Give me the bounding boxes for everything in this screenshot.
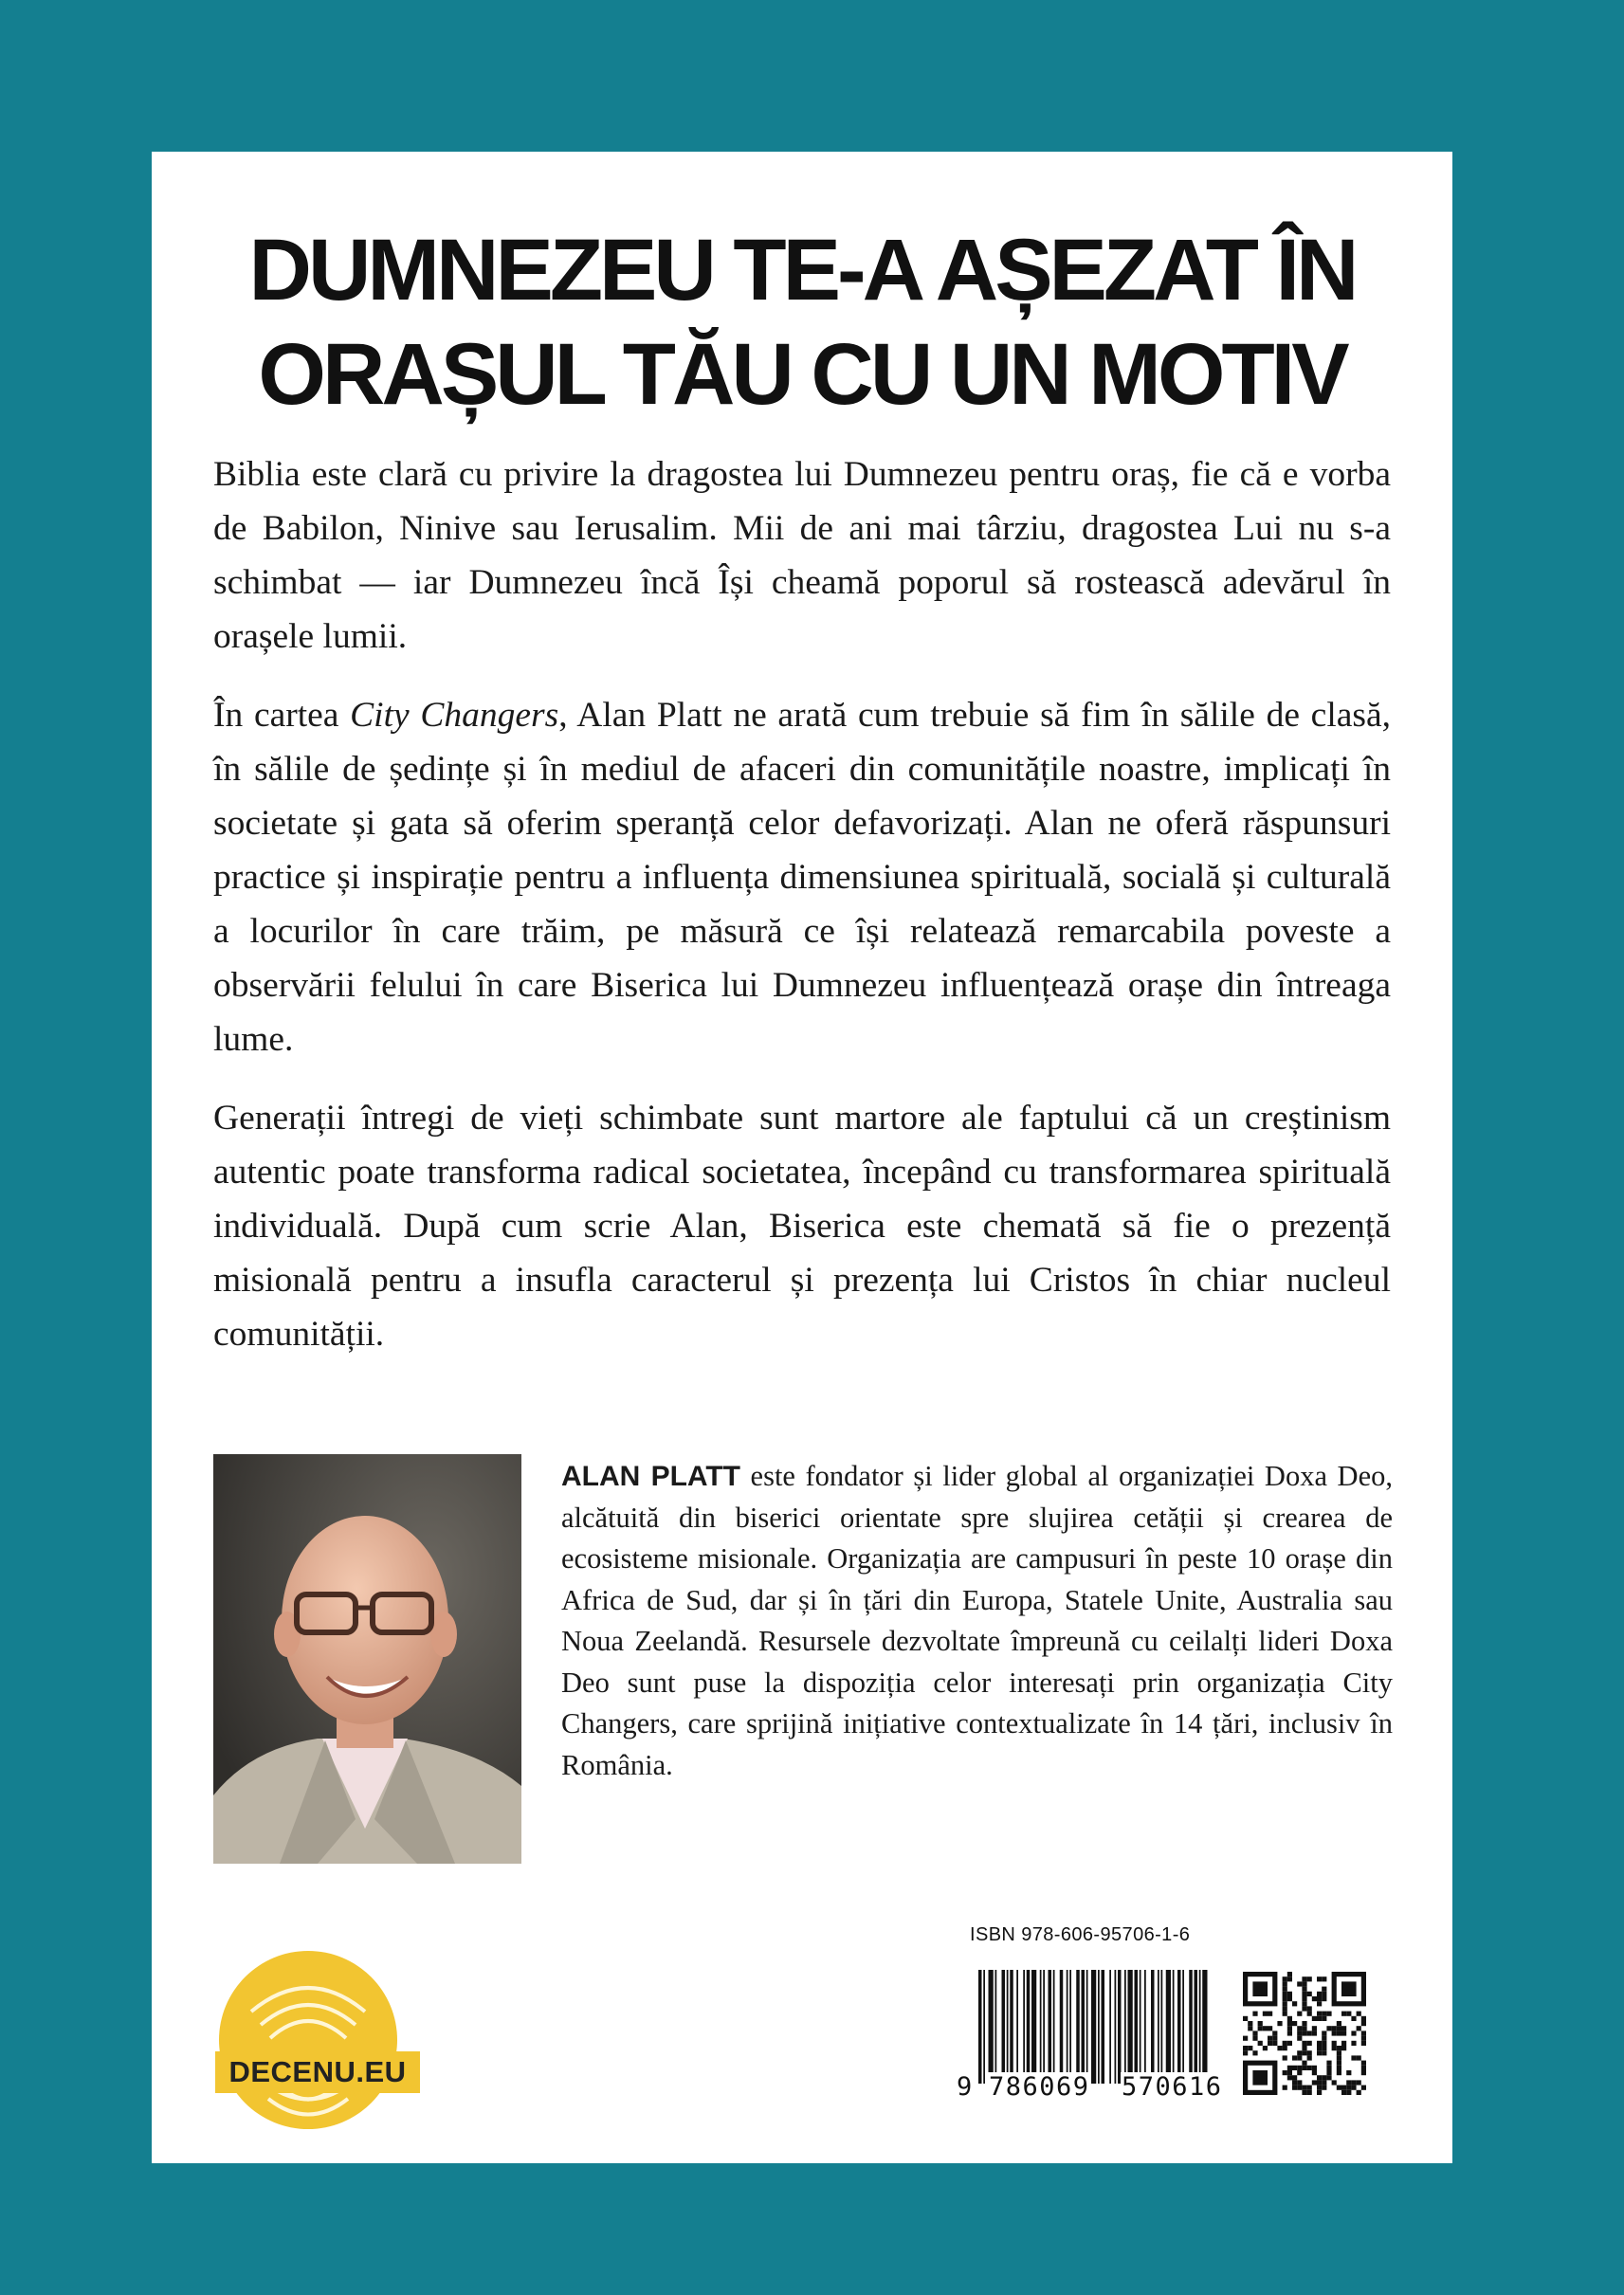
qr-module <box>1361 2016 1366 2021</box>
back-cover-panel <box>152 152 1452 2163</box>
qr-module <box>1346 2080 1351 2085</box>
barcode-bar <box>1027 1970 1031 2084</box>
qr-module <box>1357 2055 1361 2060</box>
qr-module <box>1341 2031 1346 2035</box>
qr-module <box>1322 2036 1326 2041</box>
author-bio <box>561 1456 1393 1786</box>
barcode-bar <box>1002 1970 1006 2084</box>
barcode-bar <box>1151 1970 1155 2084</box>
qr-module <box>1322 2016 1326 2021</box>
qr-finder-pattern <box>1252 1981 1268 1996</box>
qr-module <box>1326 2026 1331 2031</box>
qr-module <box>1317 2046 1322 2050</box>
barcode-bar <box>1140 1970 1141 2084</box>
author-bio-text: este fondator și lider global al organizației Doxa Deo, alcătuită din biserici orientate spre slujirea cetății și crearea de ecosisteme misionale. Organizația are campusuri în peste 10 orașe din Africa de Sud, dar și în țări din Europa, Statele Unite, Australia sau Noua Zeelandă. Resursele dezvoltate împreună cu ceilalți lideri Doxa Deo sunt puse la dispoziția celor interesați prin organizația City Changers, care sprijină inițiative contextualizate în 14 țări, inclusiv în România. <box>561 1460 1393 1781</box>
barcode-bar <box>1067 1970 1068 2084</box>
qr-module <box>1357 2026 1361 2031</box>
barcode-bar <box>1135 1970 1139 2084</box>
barcode-bar <box>1082 1970 1086 2084</box>
qr-module <box>1307 2012 1312 2016</box>
qr-module <box>1361 2061 1366 2066</box>
qr-module <box>1341 2090 1346 2095</box>
qr-module <box>1307 2041 1312 2046</box>
qr-module <box>1332 2046 1337 2050</box>
qr-module <box>1322 1987 1326 1992</box>
qr-module <box>1317 1992 1322 1996</box>
barcode-bar <box>978 1970 982 2084</box>
title-line-1: DUMNEZEU TE-A AȘEZAT ÎN <box>248 222 1356 319</box>
qr-module <box>1322 2086 1326 2090</box>
qr-module <box>1297 2055 1302 2060</box>
paragraph-2-start: În cartea <box>213 696 351 735</box>
qr-module <box>1337 2050 1341 2055</box>
qr-module <box>1361 2041 1366 2046</box>
qr-module <box>1287 1996 1292 2001</box>
qr-module <box>1357 2090 1361 2095</box>
qr-module <box>1307 2086 1312 2090</box>
qr-module <box>1337 2086 1341 2090</box>
qr-module <box>1341 2046 1346 2050</box>
qr-module <box>1287 2026 1292 2031</box>
qr-module <box>1292 2080 1297 2085</box>
paragraph-3: Generații întregi de vieți schimbate sunt martore ale faptului că un creștinism autentic poate transforma radical societatea, începând cu transformarea spirituală individuală. După cum scrie Alan, Biserica este chemată să fie o prezență misională pentru a insufla caracterul și prezența lui Cristos în chiar nucleul comunității. <box>213 1099 1391 1354</box>
qr-module <box>1337 2046 1341 2050</box>
qr-module <box>1297 2086 1302 2090</box>
qr-module <box>1292 2066 1297 2070</box>
qr-module <box>1268 2012 1272 2016</box>
author-name: ALAN PLATT <box>561 1461 740 1492</box>
qr-module <box>1302 2050 1306 2055</box>
qr-module <box>1283 2055 1287 2060</box>
barcode-digit-first: 9 <box>957 2072 973 2102</box>
qr-module <box>1322 1996 1326 2001</box>
barcode-digits-left: 786069 <box>989 2072 1090 2102</box>
qr-module <box>1307 2050 1312 2055</box>
qr-module <box>1297 2036 1302 2041</box>
qr-module <box>1302 1987 1306 1992</box>
qr-module <box>1283 2001 1287 2006</box>
barcode-bar <box>983 1970 985 2084</box>
qr-code-icon <box>1243 1972 1366 2095</box>
barcode-bar <box>1158 1970 1159 2084</box>
qr-module <box>1361 2066 1366 2070</box>
qr-module <box>1312 1996 1317 2001</box>
qr-module <box>1302 2046 1306 2050</box>
qr-module <box>1317 1996 1322 2001</box>
qr-module <box>1346 2086 1351 2090</box>
qr-module <box>1307 2006 1312 2011</box>
qr-module <box>1283 1981 1287 1986</box>
qr-module <box>1307 2066 1312 2070</box>
qr-module <box>1317 1976 1322 1981</box>
qr-module <box>1292 2075 1297 2080</box>
qr-module <box>1322 2080 1326 2085</box>
qr-module <box>1287 1972 1292 1976</box>
qr-module <box>1263 2046 1268 2050</box>
qr-module <box>1272 2036 1277 2041</box>
paragraph-2-rest: , Alan Platt ne arată cum trebuie să fim în sălile de clasă, în sălile de ședințe și în mediul de afaceri din comunitățile noastre, implicați în societate și gata să oferim speranță celor defavorizați. Alan ne oferă răspunsuri practice și inspirație pentru a influența dimensiunea spirituală, socială și culturală a locurilor în care trăim, pe măsură ce își relatează remarcabila poveste a observării felului în care Biserica lui Dumnezeu influențează orașe din întreaga lume. <box>213 696 1391 1059</box>
qr-module <box>1287 2041 1292 2046</box>
qr-module <box>1357 2012 1361 2016</box>
paragraph-2 <box>213 688 1391 1066</box>
qr-module <box>1287 2066 1292 2070</box>
qr-module <box>1302 2031 1306 2035</box>
qr-module <box>1297 2012 1302 2016</box>
qr-module <box>1302 1992 1306 1996</box>
blurb <box>213 447 1391 1386</box>
qr-module <box>1317 2041 1322 2046</box>
qr-module <box>1341 2012 1346 2016</box>
qr-module <box>1317 2080 1322 2085</box>
barcode-bar <box>1098 1970 1100 2084</box>
qr-module <box>1322 1976 1326 1981</box>
qr-module <box>1248 2046 1252 2050</box>
qr-module <box>1337 2026 1341 2031</box>
qr-module <box>1307 2090 1312 2095</box>
qr-module <box>1263 2026 1268 2031</box>
author-photo <box>213 1454 521 1864</box>
qr-module <box>1302 2026 1306 2031</box>
qr-module <box>1361 2086 1366 2090</box>
qr-module <box>1351 2041 1356 2046</box>
qr-module <box>1287 2021 1292 2026</box>
qr-module <box>1322 1992 1326 1996</box>
qr-module <box>1322 2050 1326 2055</box>
qr-module <box>1312 2031 1317 2035</box>
qr-module <box>1302 1976 1306 1981</box>
barcode-bar <box>1173 1970 1175 2084</box>
qr-module <box>1297 2066 1302 2070</box>
barcode-bar <box>1195 1970 1198 2084</box>
qr-module <box>1322 2075 1326 2080</box>
qr-module <box>1346 2090 1351 2095</box>
qr-module <box>1252 2012 1257 2016</box>
qr-module <box>1283 1996 1287 2001</box>
qr-module <box>1312 2016 1317 2021</box>
qr-finder-pattern <box>1252 2070 1268 2086</box>
barcode-bar <box>1043 1970 1045 2084</box>
barcode-bar <box>1060 1970 1064 2084</box>
qr-finder-pattern <box>1341 1981 1357 1996</box>
qr-module <box>1326 2070 1331 2075</box>
barcode-bar <box>1199 1970 1201 2084</box>
qr-module <box>1302 2021 1306 2026</box>
qr-module <box>1283 1976 1287 1981</box>
qr-module <box>1283 2070 1287 2075</box>
qr-module <box>1283 1987 1287 1992</box>
qr-module <box>1337 2055 1341 2060</box>
barcode-bar <box>1124 1970 1126 2084</box>
qr-module <box>1302 2090 1306 2095</box>
qr-module <box>1337 2061 1341 2066</box>
qr-module <box>1332 2080 1337 2085</box>
qr-module <box>1252 2050 1257 2055</box>
qr-module <box>1268 2036 1272 2041</box>
barcode-bar <box>1115 1970 1117 2084</box>
qr-module <box>1287 2070 1292 2075</box>
barcode-bar <box>1109 1970 1111 2084</box>
barcode-bar <box>995 1970 997 2084</box>
book-title-italic: City Changers <box>350 696 559 735</box>
qr-module <box>1361 2036 1366 2041</box>
qr-module <box>1307 2031 1312 2035</box>
barcode-bar <box>1086 1970 1088 2084</box>
qr-module <box>1322 2046 1326 2050</box>
qr-module <box>1332 2041 1337 2046</box>
qr-module <box>1263 2012 1268 2016</box>
qr-module <box>1337 2021 1341 2026</box>
qr-module <box>1292 2055 1297 2060</box>
qr-module <box>1337 2070 1341 2075</box>
qr-module <box>1317 2001 1322 2006</box>
qr-module <box>1302 2006 1306 2011</box>
qr-module <box>1272 2031 1277 2035</box>
qr-module <box>1292 2086 1297 2090</box>
qr-module <box>1322 2031 1326 2035</box>
barcode-digits-right: 570616 <box>1122 2072 1223 2102</box>
qr-module <box>1326 2012 1331 2016</box>
qr-module <box>1312 2070 1317 2075</box>
barcode-bar <box>1091 1970 1096 2084</box>
qr-module <box>1307 1992 1312 1996</box>
qr-module <box>1287 2031 1292 2035</box>
qr-module <box>1297 2031 1302 2035</box>
qr-module <box>1317 2050 1322 2055</box>
qr-module <box>1346 2012 1351 2016</box>
qr-module <box>1361 2070 1366 2075</box>
qr-module <box>1243 2050 1248 2055</box>
barcode-bar <box>1053 1970 1055 2084</box>
qr-module <box>1292 2021 1297 2026</box>
qr-module <box>1307 2055 1312 2060</box>
qr-module <box>1283 2012 1287 2016</box>
barcode-bar <box>1076 1970 1080 2084</box>
qr-module <box>1292 2001 1297 2006</box>
barcode-bar <box>1182 1970 1184 2084</box>
qr-module <box>1346 2070 1351 2075</box>
qr-module <box>1307 1976 1312 1981</box>
qr-module <box>1248 2026 1252 2031</box>
qr-module <box>1243 2036 1248 2041</box>
qr-module <box>1322 2012 1326 2016</box>
qr-module <box>1268 2026 1272 2031</box>
qr-module <box>1252 2031 1257 2035</box>
barcode-bar <box>1189 1970 1193 2084</box>
barcode-bar <box>1118 1970 1122 2084</box>
barcode-bar <box>989 1970 994 2084</box>
qr-module <box>1243 2016 1248 2021</box>
barcode-bar <box>1102 1970 1105 2084</box>
qr-module <box>1297 2080 1302 2085</box>
barcode-bar <box>1177 1970 1181 2084</box>
qr-module <box>1312 2026 1317 2031</box>
qr-module <box>1287 2016 1292 2021</box>
qr-module <box>1287 1976 1292 1981</box>
barcode-bar <box>1161 1970 1163 2084</box>
qr-module <box>1317 2075 1322 2080</box>
qr-module <box>1283 1992 1287 1996</box>
qr-module <box>1302 1981 1306 1986</box>
qr-module <box>1287 2075 1292 2080</box>
qr-module <box>1351 2086 1356 2090</box>
qr-module <box>1332 2031 1337 2035</box>
barcode-bar <box>1202 1970 1207 2084</box>
qr-module <box>1297 1981 1302 1986</box>
qr-module <box>1283 2041 1287 2046</box>
qr-module <box>1357 2080 1361 2085</box>
qr-module <box>1302 2086 1306 2090</box>
qr-module <box>1351 2031 1356 2035</box>
fingerprint-logo-icon <box>213 1945 422 2135</box>
qr-module <box>1283 2006 1287 2011</box>
qr-module <box>1302 2061 1306 2066</box>
qr-module <box>1361 2031 1366 2035</box>
barcode-bar <box>1040 1970 1042 2084</box>
qr-module <box>1351 2080 1356 2085</box>
qr-module <box>1297 2070 1302 2075</box>
qr-module <box>1268 2041 1272 2046</box>
qr-module <box>1302 2066 1306 2070</box>
title-line-2: ORAȘUL TĂU CU UN MOTIV <box>258 326 1346 423</box>
qr-module <box>1341 2086 1346 2090</box>
qr-module <box>1351 2016 1356 2021</box>
qr-module <box>1258 2041 1263 2046</box>
qr-module <box>1312 2066 1317 2070</box>
barcode-bar <box>1010 1970 1013 2084</box>
qr-module <box>1317 2016 1322 2021</box>
qr-module <box>1277 2046 1282 2050</box>
qr-module <box>1302 1996 1306 2001</box>
qr-module <box>1326 2075 1331 2080</box>
barcode-bar <box>1144 1970 1146 2084</box>
qr-module <box>1351 2055 1356 2060</box>
qr-module <box>1283 2086 1287 2090</box>
barcode-bar <box>1166 1970 1171 2084</box>
qr-module <box>1337 2066 1341 2070</box>
barcode-bar <box>1031 1970 1036 2084</box>
publisher-name: DECENU.EU <box>228 2055 407 2088</box>
publisher-logo <box>213 1945 422 2135</box>
barcode-bar <box>1069 1970 1071 2084</box>
qr-module <box>1252 2036 1257 2041</box>
author-portrait-icon <box>213 1454 521 1864</box>
isbn-label: ISBN 978-606-95706-1-6 <box>970 1924 1191 1945</box>
paragraph-1: Biblia este clară cu privire la dragostea lui Dumnezeu pentru oraș, fie că e vorba de Babilon, Ninive sau Ierusalim. Mii de ani mai târziu, dragostea Lui nu s-a schimbat — iar Dumnezeu încă Își cheamă poporul să rostească adevărul în orașele lumii. <box>213 455 1391 656</box>
qr-module <box>1326 2066 1331 2070</box>
qr-module <box>1317 2090 1322 2095</box>
qr-module <box>1322 2041 1326 2046</box>
barcode-bar <box>1007 1970 1009 2084</box>
barcode-bar <box>1049 1970 1052 2084</box>
qr-module <box>1302 2001 1306 2006</box>
qr-module <box>1243 2046 1248 2050</box>
qr-module <box>1297 2026 1302 2031</box>
qr-module <box>1258 2021 1263 2026</box>
qr-module <box>1361 2021 1366 2026</box>
qr-module <box>1312 2080 1317 2085</box>
qr-module <box>1248 2021 1252 2026</box>
qr-module <box>1341 2041 1346 2046</box>
qr-module <box>1287 1992 1292 1996</box>
qr-module <box>1332 2026 1337 2031</box>
qr-module <box>1337 2031 1341 2035</box>
qr-module <box>1297 2050 1302 2055</box>
qr-module <box>1341 2026 1346 2031</box>
barcode-bar <box>1016 1970 1018 2084</box>
qr-module <box>1272 2041 1277 2046</box>
qr-module <box>1317 2086 1322 2090</box>
qr-module <box>1283 2046 1287 2050</box>
barcode-bar <box>1023 1970 1025 2084</box>
barcode-bar <box>1128 1970 1133 2084</box>
qr-module <box>1317 2012 1322 2016</box>
qr-module <box>1277 2021 1282 2026</box>
qr-module <box>1302 2041 1306 2046</box>
qr-module <box>1326 2061 1331 2066</box>
qr-module <box>1258 2026 1263 2031</box>
cover-title <box>209 218 1396 427</box>
